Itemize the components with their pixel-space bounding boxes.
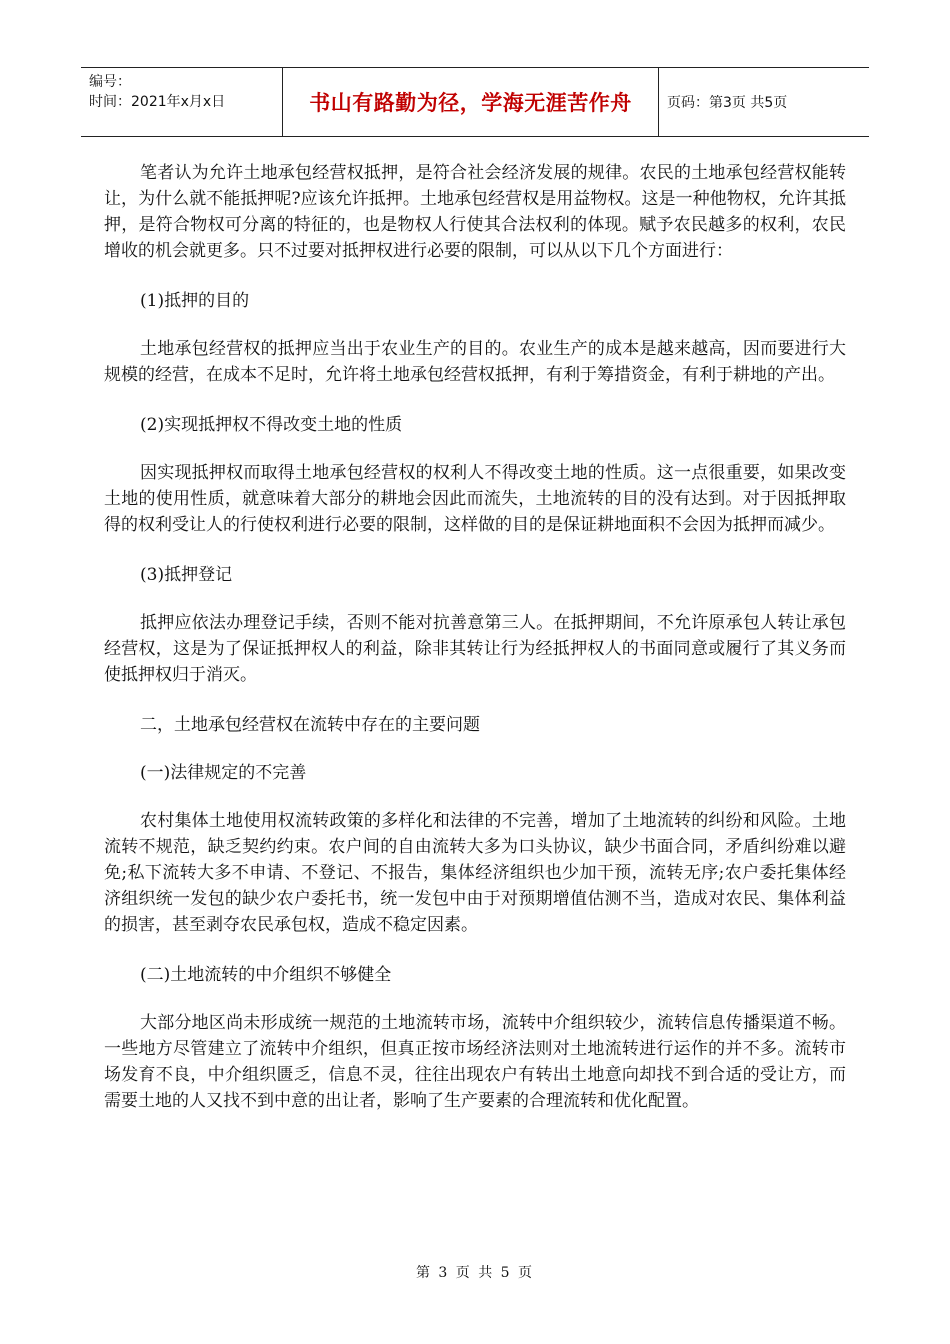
paragraph: 大部分地区尚未形成统一规范的土地流转市场，流转中介组织较少，流转信息传播渠道不畅。一些地方尽管建立了流转中介组织，但真正按市场经济法则对土地流转进行运作的并不多。流转市场发育不良，中介组织匮乏，信息不灵，往往出现农户有转出土地意向却找不到合适的受让方，而需要土地的人又找不到中意的出让者，影响了生产要素的合理流转和优化配置。 bbox=[104, 1013, 846, 1111]
document-body bbox=[104, 160, 846, 1138]
document-date-label: 时间：2021年x月x日 bbox=[89, 94, 226, 110]
chapter-heading: 二，土地承包经营权在流转中存在的主要问题 bbox=[140, 715, 480, 735]
document-number-label: 编号： bbox=[89, 74, 131, 90]
section-heading: (一)法律规定的不完善 bbox=[140, 763, 307, 783]
section-heading: (3)抵押登记 bbox=[140, 565, 233, 585]
page-header bbox=[81, 67, 869, 137]
header-page-label: 页码：第3页 共5页 bbox=[667, 95, 788, 111]
paragraph: 因实现抵押权而取得土地承包经营权的权利人不得改变土地的性质。这一点很重要，如果改变土地的使用性质，就意味着大部分的耕地会因此而流失，土地流转的目的没有达到。对于因抵押取得的权利受让人的行使权利进行必要的限制，这样做的目的是保证耕地面积不会因为抵押而减少。 bbox=[104, 463, 846, 535]
paragraph: 农村集体土地使用权流转政策的多样化和法律的不完善，增加了土地流转的纠纷和风险。土地流转不规范，缺乏契约约束。农户间的自由流转大多为口头协议，缺少书面合同，矛盾纠纷难以避免;私下流转大多不申请、不登记、不报告，集体经济组织也少加干预，流转无序;农户委托集体经济组织统一发包的缺少农户委托书，统一发包中由于对预期增值估测不当，造成对农民、集体利益的损害，甚至剥夺农民承包权，造成不稳定因素。 bbox=[104, 811, 847, 935]
page-footer: 第 3 页 共 5 页 bbox=[415, 1265, 535, 1281]
paragraph: 笔者认为允许土地承包经营权抵押，是符合社会经济发展的规律。农民的土地承包经营权能转让，为什么就不能抵押呢?应该允许抵押。土地承包经营权是用益物权。这是一种他物权，允许其抵押，是符合物权可分离的特征的，也是物权人行使其合法权利的体现。赋予农民越多的权利，农民增收的机会就更多。只不过要对抵押权进行必要的限制，可以从以下几个方面进行： bbox=[104, 163, 846, 261]
paragraph: 抵押应依法办理登记手续，否则不能对抗善意第三人。在抵押期间，不允许原承包人转让承包经营权，这是为了保证抵押权人的利益，除非其转让行为经抵押权人的书面同意或履行了其义务而使抵押权归于消灭。 bbox=[104, 613, 846, 685]
header-motto-cell bbox=[283, 68, 659, 136]
section-heading: (2)实现抵押权不得改变土地的性质 bbox=[140, 415, 403, 435]
section-heading: (二)土地流转的中介组织不够健全 bbox=[140, 965, 392, 985]
header-page-cell bbox=[659, 68, 869, 136]
section-heading: (1)抵押的目的 bbox=[140, 291, 250, 311]
paragraph: 土地承包经营权的抵押应当出于农业生产的目的。农业生产的成本是越来越高，因而要进行大规模的经营，在成本不足时，允许将土地承包经营权抵押，有利于筹措资金，有利于耕地的产出。 bbox=[104, 339, 846, 385]
header-meta bbox=[81, 68, 283, 136]
header-motto: 书山有路勤为径，学海无涯苦作舟 bbox=[309, 91, 632, 115]
